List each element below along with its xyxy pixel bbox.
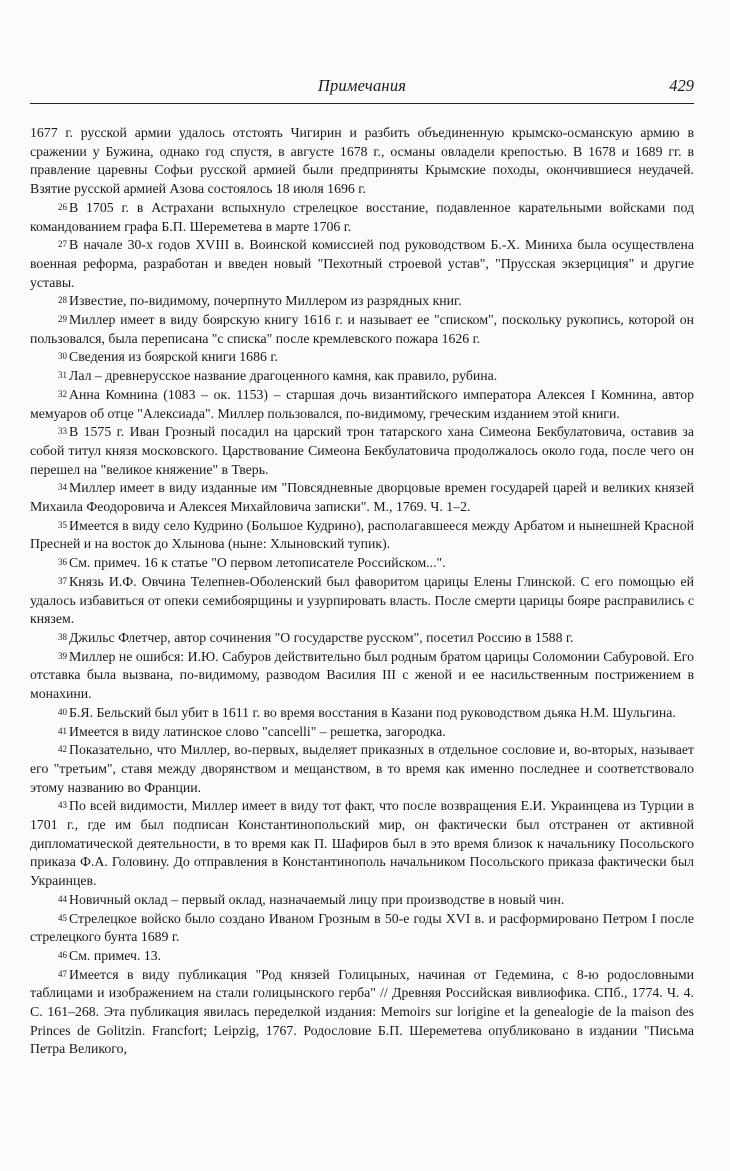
note-text: Новичный оклад – первый оклад, назначаемый лицу при производстве в новый чин. (69, 891, 565, 907)
note-text: В 1705 г. в Астрахани вспыхнуло стрелецкое восстание, подавленное карательными войсками под командованием графа Б.П. Шереметева в марте 1706 г. (30, 199, 694, 234)
note-number: 39 (58, 650, 67, 661)
note-text: 1677 г. русской армии удалось отстоять Чигирин и разбить объединенную крымско-османскую армию в сражении у Бужина, однако год спустя, в августе 1678 г., османы овладели крепостью. В 1678 и 1689 гг. в правление царевны Софьи русской армией были предприняты Крымские походы, окончившиеся неудачей. Взятие русской армией Азова состоялось 18 июля 1696 г. (30, 125, 694, 197)
note-41 (30, 723, 694, 742)
note-43 (30, 797, 694, 891)
note-text: Имеется в виду село Кудрино (Большое Кудрино), располагавшееся между Арбатом и нынешней Красной Пресней и на восток до Хлынова (ныне: Хлыновский тупик). (30, 517, 694, 552)
note-continuation (30, 124, 694, 199)
note-number: 33 (58, 426, 67, 437)
note-number: 35 (58, 519, 67, 530)
note-text: Показательно, что Миллер, во-первых, выделяет приказных в отдельное сословие и, во-вторых, называет его "третьим", ставя между дворянством и мещанством, в то время как именно последнее и соответствовало этому названию во Франции. (30, 742, 694, 795)
note-38 (30, 629, 694, 648)
note-number: 38 (58, 631, 67, 642)
note-text: Лал – древнерусское название драгоценного камня, как правило, рубина. (69, 368, 498, 384)
note-number: 29 (58, 314, 67, 325)
note-number: 47 (58, 968, 67, 979)
note-number: 41 (58, 725, 67, 736)
page-number: 429 (669, 76, 694, 95)
note-40 (30, 704, 694, 723)
note-text: Сведения из боярской книги 1686 г. (69, 349, 278, 365)
note-number: 26 (58, 201, 67, 212)
note-42 (30, 741, 694, 797)
note-text: Имеется в виду латинское слово "cancelli" – решетка, загородка. (69, 723, 446, 739)
note-31 (30, 367, 694, 386)
note-47 (30, 966, 694, 1060)
note-number: 46 (58, 949, 67, 960)
note-text: По всей видимости, Миллер имеет в виду тот факт, что после возвращения Е.И. Украинцева из Турции в 1701 г., где им был подписан Константинопольский мир, он фактически был отстранен от активной дипломатической деятельности, в то время как П. Шафиров был в это время близок к начальнику Посольского приказа Ф.А. Головину. До отправления в Константинополь начальником Посольского приказа фактически был Украинцев. (30, 798, 694, 889)
note-text: См. примеч. 13. (69, 947, 162, 963)
note-text: Анна Комнина (1083 – ок. 1153) – старшая дочь византийского императора Алексея I Комнина, автор мемуаров об отце "Алексиада". Миллер пользовался, по-видимому, греческим изданием этой книги. (30, 386, 694, 421)
page-header (30, 76, 694, 98)
note-30 (30, 348, 694, 367)
running-title: Примечания (317, 76, 407, 95)
note-37 (30, 573, 694, 629)
note-number: 43 (58, 800, 67, 811)
note-34 (30, 479, 694, 516)
note-text: См. примеч. 16 к статье "О первом летописателе Российском...". (69, 555, 446, 571)
note-text: Миллер имеет в виду боярскую книгу 1616 г. и называет ее "списком", поскольку рукопись, которой он пользовался, была переписана "с списка" после кремлевского пожара 1626 г. (30, 312, 694, 346)
note-44 (30, 891, 694, 910)
note-number: 40 (58, 706, 67, 717)
note-text: Джильс Флетчер, автор сочинения "О государстве русском", посетил Россию в 1588 г. (69, 629, 574, 645)
header-rule (30, 103, 694, 104)
note-text: В начале 30-х годов XVIII в. Воинской комиссией под руководством Б.-Х. Миниха была осуществлена военная реформа, разработан и введен новый "Пехотный строевой устав", "Прусская экзерциция" и другие уставы. (30, 237, 694, 290)
note-number: 28 (58, 295, 67, 306)
note-number: 34 (58, 482, 67, 493)
note-text: Известие, по-видимому, почерпнуто Миллером из разрядных книг. (69, 293, 462, 309)
note-27 (30, 236, 694, 292)
note-number: 31 (58, 370, 67, 381)
note-number: 30 (58, 351, 67, 362)
note-46 (30, 947, 694, 966)
note-26 (30, 199, 694, 236)
note-number: 27 (58, 239, 67, 250)
note-33 (30, 423, 694, 479)
note-36 (30, 554, 694, 573)
note-number: 32 (58, 388, 67, 399)
note-text: Миллер имеет в виду изданные им "Повсядневные дворцовые времен государей царей и великих князей Михаила Феодоровича и Алексея Михайловича записки". М., 1769. Ч. 1–2. (30, 480, 694, 515)
note-32 (30, 386, 694, 423)
note-text: Князь И.Ф. Овчина Телепнев-Оболенский был фаворитом царицы Елены Глинской. С его помощью ей удалось избавиться от опеки семибоярщины и узурпировать власть. После смерти царицы бояре расправились с князем. (30, 573, 694, 627)
note-number: 42 (58, 744, 67, 755)
note-text: Б.Я. Бельский был убит в 1611 г. во время восстания в Казани под руководством дьяка Н.М. Шульгина. (69, 704, 676, 720)
note-text: Стрелецкое войско было создано Иваном Грозным в 50-е годы XVI в. и расформировано Петром I после стрелецкого бунта 1689 г. (30, 910, 694, 945)
notes-body (30, 124, 694, 1059)
note-number: 36 (58, 557, 67, 568)
note-35 (30, 517, 694, 554)
note-text: В 1575 г. Иван Грозный посадил на царский трон татарского хана Симеона Бекбулатовича, оставив за собой титул князя московского. Царствование Симеона Бекбулатовича продолжалось около года, после чего он перешел на "великое княжение" в Тверь. (30, 424, 694, 477)
note-text: Миллер не ошибся: И.Ю. Сабуров действительно был родным братом царицы Соломонии Сабуровой. Его отставка была вызвана, по-видимому, разводом Василия III с женой и ее насильственным пострижением в монахини. (30, 648, 694, 702)
note-29 (30, 311, 694, 348)
note-28 (30, 292, 694, 311)
note-number: 44 (58, 893, 67, 904)
note-number: 37 (58, 575, 67, 586)
note-number: 45 (58, 912, 67, 923)
note-45 (30, 910, 694, 947)
note-39 (30, 648, 694, 704)
note-text: Имеется в виду публикация "Род князей Голицыных, начиная от Гедемина, с 8-ю родословными таблицами и изображением на стали голицынского герба" // Древняя Российская вивлиофика. СПб., 1774. Ч. 4. С. 161–268. Эта публикация явилась переделкой издания: Memoirs sur lorigine et la genealogie de la maison des Princes de Golitzin. Francfort; Leipzig, 1767. Родословие Б.П. Шереметева опубликовано в издании "Письма Петра Великого, (30, 966, 694, 1057)
